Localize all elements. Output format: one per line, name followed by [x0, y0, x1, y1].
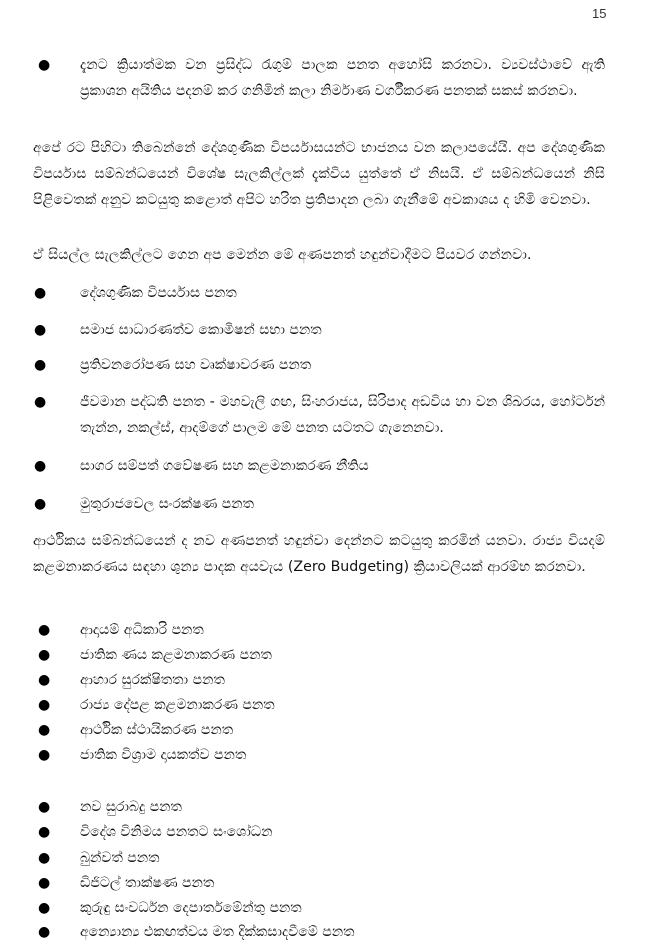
paragraph-introduce-acts: ඒ සියල්ල සැලකිල්ලට ගෙන අප මෙන්න මේ අණපනත් හඳුන්වාදීමට පියවර ගන්නවා. [33, 247, 532, 263]
bullet-dot-icon: ● [38, 747, 51, 763]
list-item-text: ජාතික විශ්‍රාම දායකත්ව පනත [80, 747, 247, 763]
list-item [0, 919, 650, 945]
list-item [0, 667, 650, 693]
list-item-text: දේශගුණික විපර්යාස පනත [80, 285, 237, 301]
bullet-dot-icon: ● [38, 924, 51, 940]
list-item-text: ජාතික ණය කළමනාකරණ පනත [80, 647, 272, 663]
list-item [0, 491, 650, 517]
list-item [0, 280, 650, 306]
list-item-text: ඩිජිටල් තාක්ෂණ පනත [80, 875, 215, 891]
bullet-dot-icon: ● [34, 394, 47, 410]
bullet-dot-icon: ● [38, 850, 51, 866]
bullet-dot-icon: ● [38, 824, 51, 840]
bullet-dot-icon: ● [38, 647, 51, 663]
intro-bullet-text: දැනට ක්‍රියාත්මක වන ප්‍රසිද්ධ රැගුම් පාලක පනත අහෝසි කරනවා. ව්‍යවස්ථාවේ ඇති ප්‍රකාශන අයිතිය පදනම් කර ගනිමින් කලා නිර්මාණ වර්ගීකරණ පනතක් සකස් කරනවා. [80, 57, 605, 99]
list-item [0, 642, 650, 668]
list-item-text: සමාජ සාධාරණත්ව කොමිෂන් සභා පනත [80, 322, 322, 338]
bullet-dot-icon: ● [34, 496, 47, 512]
list-item-text: ප්‍රතිවනරෝපණ සහ වෘක්ෂාවරණ පනත [80, 357, 312, 373]
list-item-text: ආදායම් අධිකාරි පනත [80, 622, 204, 638]
list-item [0, 352, 650, 378]
bullet-dot-icon: ● [34, 322, 47, 338]
list-item [0, 617, 650, 643]
bullet-dot-icon: ● [38, 672, 51, 688]
bullet-dot-icon: ● [38, 799, 51, 815]
list-item-text: ජීවමාන පද්ධති පනත - මහවැලි ගඟ, සිංහරාජය, සිරිපාද අඩවිය හා වන ශිඛරය, හෝර්ටන් තැන්න, නකල්ස්, ආදම්ගේ පාලම මේ පනත යටතට ගැනෙනවා. [80, 394, 605, 436]
bullet-dot-icon: ● [38, 722, 51, 738]
list-item-text: අන්‍යොන්‍ය එකඟත්වය මත දික්කසාදවීමේ පනත [80, 924, 355, 940]
page-number: 15 [592, 6, 607, 21]
list-item [0, 453, 650, 479]
paragraph-climate: අපේ රට පිහිටා තිබෙන්නේ දේශගුණික විපර්යාසයන්ට භාජනය වන කලාපයේයි. අප දේශගුණික විපර්යාස සම්බන්ධයෙන් විශේෂ සැලකිල්ලක් දැක්විය යුත්තේ ඒ නිසයි. ඒ සම්බන්ධයෙන් නිසි පිළිවෙතක් අනුව කටයුතු කළොත් අපිට හරිත ප්‍රතිපාදන ලබා ගැනීමේ අවකාශය ද හිමි වෙනවා. [33, 140, 605, 208]
list-item [0, 317, 650, 343]
list-item-text: ආහාර සුරක්ෂිතතා පනත [80, 672, 225, 688]
list-item-text: රාජ්‍ය දේපළ කළමනාකරණ පනත [80, 697, 275, 713]
bullet-dot-icon: ● [34, 357, 47, 373]
list-item-text: විදේශ විනිමය පනතට සංශෝධන [80, 824, 273, 840]
list-item [0, 692, 650, 718]
bullet-dot-icon: ● [38, 57, 51, 73]
list-item-text: නව සුරාබදු පනත [80, 799, 182, 815]
paragraph-economy: ආර්ථිකය සම්බන්ධයෙන් ද නව අණපනත් හඳුන්වා දෙන්නට කටයුතු කරමින් යනවා. රාජ්‍ය වියදම් කළමනාකරණය සඳහා ශුන්‍ය පාදක අයවැය (Zero Budgeting) ක්‍රියාවලියක් ආරම්භ කරනවා. [33, 533, 605, 575]
list-item [0, 717, 650, 743]
bullet-dot-icon: ● [38, 622, 51, 638]
list-item [0, 819, 650, 845]
list-item [0, 794, 650, 820]
list-item [0, 870, 650, 896]
bullet-dot-icon: ● [38, 697, 51, 713]
list-item [0, 845, 650, 871]
bullet-dot-icon: ● [34, 458, 47, 474]
list-item-text: ආර්ථික ස්ථායිකරණ පනත [80, 722, 234, 738]
bullet-dot-icon: ● [38, 900, 51, 916]
list-item [0, 742, 650, 768]
list-item-text: සාගර සම්පත් ගවේෂණ සහ කළමනාකරණ නීතිය [80, 458, 369, 474]
list-item-text: මුතුරාජවෙල සංරක්ෂණ පනත [80, 496, 255, 512]
list-item-text: කුරුඳු සංවර්ධන දෙපාර්තමේන්තු පනත [80, 900, 302, 916]
bullet-dot-icon: ● [38, 875, 51, 891]
bullet-dot-icon: ● [34, 285, 47, 301]
list-item [0, 895, 650, 921]
list-item-text: බුන්වත් පනත [80, 850, 160, 866]
